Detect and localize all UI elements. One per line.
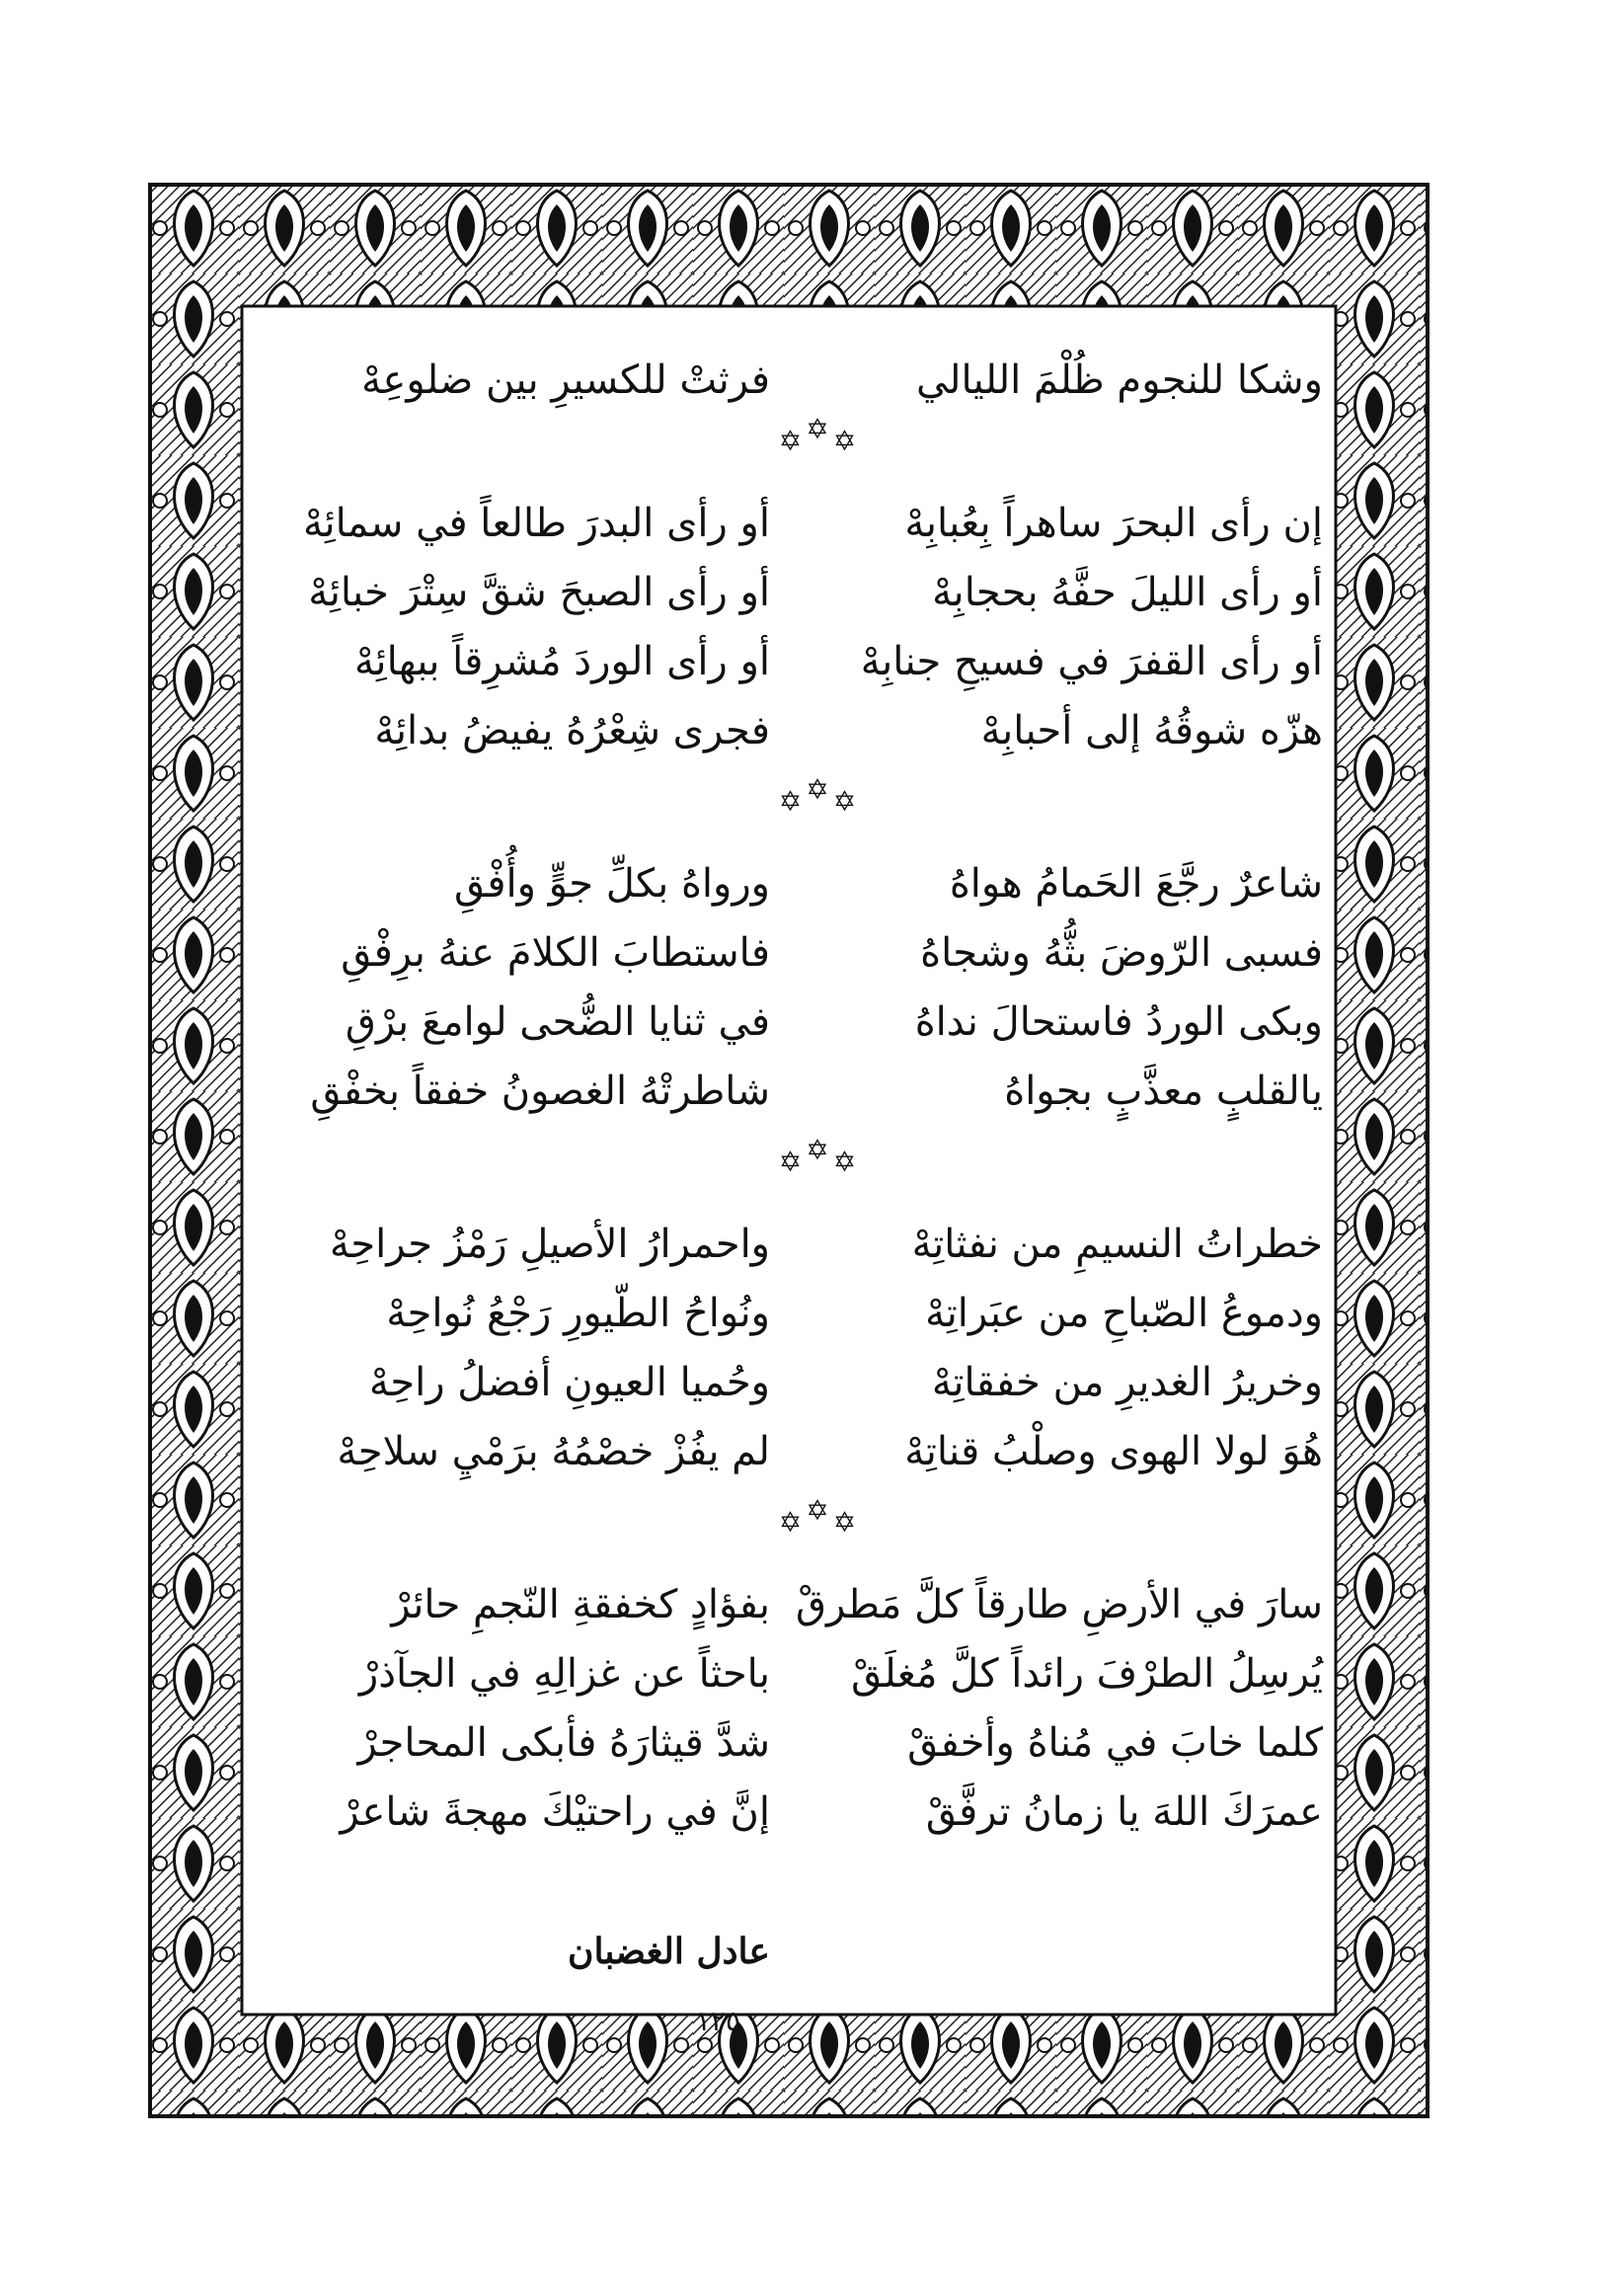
hemistich-second: إنَّ في راحتيْكَ مهجةَ شاعرْ (340, 1789, 770, 1835)
verse-line (316, 1210, 1323, 1279)
verse-line (316, 1279, 1323, 1348)
hemistich-first: وشكا للنجوم ظُلْمَ الليالي (915, 357, 1323, 403)
hemistich-second: واحمرارُ الأصيلِ رَمْزُ جراحِهْ (329, 1222, 770, 1267)
verse-line (316, 849, 1323, 918)
hemistich-second: فاستطابَ الكلامَ عنهُ برِفْقِ (341, 930, 770, 976)
hemistich-first: هزّه شوقُهُ إلى أحبابِهْ (980, 708, 1323, 753)
hemistich-second: بفؤادٍ كخفقةِ النّجمِ حائرْ (391, 1582, 770, 1627)
hemistich-second: أو رأى البدرَ طالعاً في سمائِهْ (303, 501, 770, 546)
hemistich-first: أو رأى القفرَ في فسيحِ جنابِهْ (860, 639, 1323, 684)
hemistich-first: فسبى الرّوضَ بثُّهُ وشجاهُ (920, 930, 1323, 976)
hemistich-second: ورواهُ بكلِّ جوٍّ وأُفْقِ (454, 861, 770, 907)
verse-line (316, 988, 1323, 1057)
stanza-divider: ✡✡✡ (778, 773, 861, 818)
hemistich-first: وخريرُ الغديرِ من خفقاتِهْ (931, 1360, 1323, 1405)
hemistich-first: أو رأى الليلَ حفَّهُ بحجابِهْ (932, 570, 1323, 615)
poem-page (296, 326, 1343, 2037)
hemistich-first: سارَ في الأرضِ طارقاً كلَّ مَطرقْ (796, 1582, 1323, 1627)
verse-line (316, 1639, 1323, 1708)
hemistich-second: باحثاً عن غزالِهِ في الجآذرْ (358, 1651, 770, 1697)
verse-line (316, 696, 1323, 765)
page-number: ١٢٥ (695, 2005, 740, 2037)
hemistich-first: هُوَ لولا الهوى وصلْبُ قناتِهْ (904, 1429, 1323, 1474)
hemistich-second: شدَّ قيثارَهُ فأبكى المحاجرْ (357, 1720, 770, 1766)
hemistich-first: عمرَكَ اللهَ يا زمانُ ترفَّقْ (925, 1789, 1323, 1835)
author-signature: عادل الغضبان (568, 1931, 770, 1972)
stanza-divider: ✡✡✡ (778, 413, 861, 457)
verse-line (316, 1417, 1323, 1486)
hemistich-first: وبكى الوردُ فاستحالَ نداهُ (914, 999, 1323, 1045)
hemistich-second: ونُواحُ الطّيورِ رَجْعُ نُواحِهْ (386, 1291, 770, 1336)
hemistich-first: ودموعُ الصّباحِ من عبَراتِهْ (925, 1291, 1323, 1336)
hemistich-first: يُرسِلُ الطرْفَ رائداً كلَّ مُغلَقْ (851, 1651, 1323, 1697)
hemistich-first: إن رأى البحرَ ساهراً بِعُبابِهْ (904, 501, 1323, 546)
verse-line (303, 489, 1323, 558)
verse-line (316, 1778, 1323, 1847)
hemistich-second: شاطرتْهُ الغصونُ خفقاً بخفْقِ (310, 1069, 770, 1114)
hemistich-second: فجرى شِعْرُهُ يفيضُ بدائِهْ (374, 708, 770, 753)
verse-line (308, 558, 1323, 627)
hemistich-second: لم يفُزْ خصْمُهُ برَمْيِ سلاحِهْ (337, 1429, 770, 1474)
verse-line (316, 1708, 1323, 1778)
verse-line (316, 1570, 1323, 1639)
hemistich-second: أو رأى الصبحَ شقَّ سِتْرَ خبائِهْ (308, 570, 770, 615)
hemistich-first: خطراتُ النسيمِ من نفثاتِهْ (911, 1222, 1323, 1267)
hemistich-second: في ثنايا الضُّحى لوامعَ برْقِ (345, 999, 770, 1045)
hemistich-first: يالقلبٍ معذَّبٍ بجواهُ (1004, 1069, 1323, 1114)
hemistich-second: أو رأى الوردَ مُشرِقاً ببهائِهْ (353, 639, 770, 684)
verse-line (316, 918, 1323, 988)
hemistich-first: كلما خابَ في مُناهُ وأخفقْ (907, 1720, 1323, 1766)
hemistich-second: فرثتْ للكسيرِ بين ضلوعِهْ (361, 357, 770, 403)
hemistich-second: وحُميا العيونِ أفضلُ راحِهْ (368, 1360, 770, 1405)
verse-line (310, 1057, 1323, 1126)
verse-line (316, 1348, 1323, 1417)
stanza-divider: ✡✡✡ (778, 1134, 861, 1178)
verse-line (316, 627, 1323, 696)
hemistich-first: شاعرٌ رجَّعَ الحَمامُ هواهُ (949, 861, 1323, 907)
stanza-divider: ✡✡✡ (778, 1494, 861, 1539)
opening-verse (316, 346, 1323, 415)
